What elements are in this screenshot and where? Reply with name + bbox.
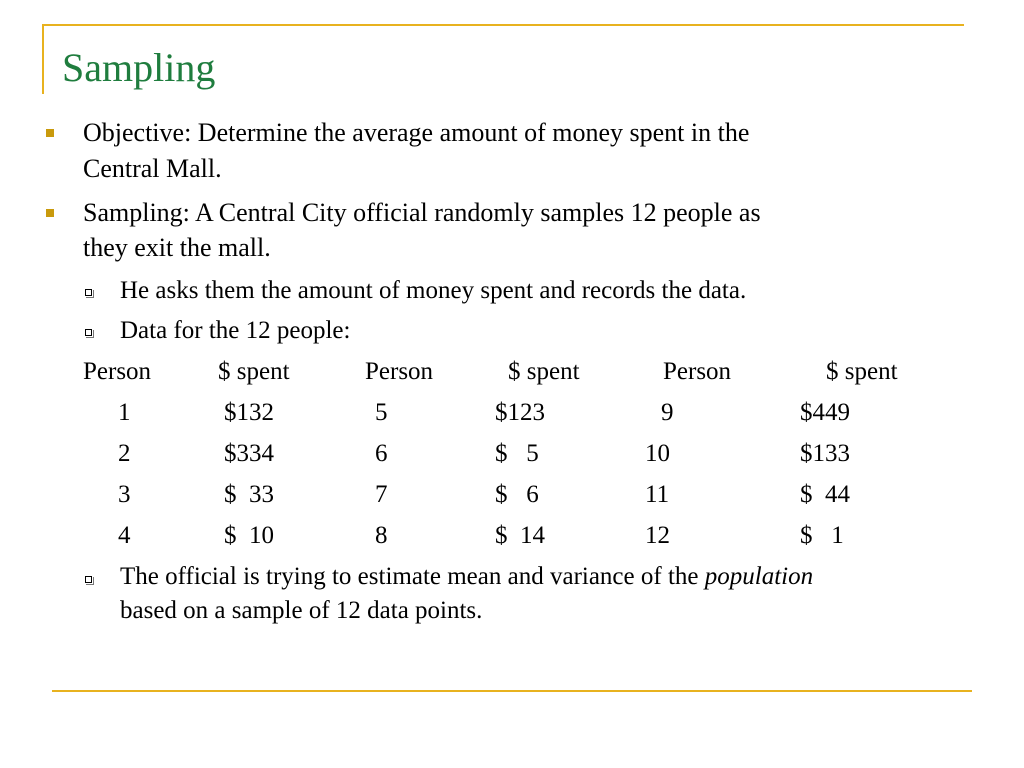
accent-top-line [42, 24, 964, 26]
table-cell: $ 1 [800, 522, 844, 549]
sub-bullet-1: He asks them the amount of money spent and records the data. [120, 277, 747, 304]
table-header: $ spent [218, 358, 290, 385]
sub-bullet-marker [85, 576, 92, 583]
bullet-1-line-1: Objective: Determine the average amount of money spent in the [83, 118, 750, 147]
bullet-marker [46, 209, 54, 217]
table-cell: 2 [118, 440, 131, 467]
table-cell: 6 [375, 440, 388, 467]
table-cell: $ 10 [224, 522, 274, 549]
table-cell: 5 [375, 399, 388, 426]
accent-vertical-line [42, 24, 44, 94]
bullet-2-line-1: Sampling: A Central City official randomly samples 12 people as [83, 198, 761, 227]
table-cell: $ 5 [495, 440, 539, 467]
table-header: $ spent [508, 358, 580, 385]
table-cell: 1 [118, 399, 131, 426]
table-cell: $ 14 [495, 522, 545, 549]
table-cell: $ 6 [495, 481, 539, 508]
table-header: $ spent [826, 358, 898, 385]
sub-bullet-3-text: The official is trying to estimate mean and variance of the [120, 563, 705, 590]
table-cell: 10 [645, 440, 670, 467]
table-cell: $334 [224, 440, 274, 467]
bullet-1-line-2: Central Mall. [83, 154, 222, 183]
table-cell: $133 [800, 440, 850, 467]
sub-bullet-marker [85, 289, 92, 296]
table-cell: 4 [118, 522, 131, 549]
sub-bullet-3-line-1 [120, 562, 813, 592]
bullet-2-line-2: they exit the mall. [83, 233, 271, 262]
table-cell: $449 [800, 399, 850, 426]
table-header: Person [83, 358, 152, 385]
table-cell: $ 44 [800, 481, 850, 508]
table-cell: $123 [495, 399, 545, 426]
sub-bullet-2: Data for the 12 people: [120, 317, 351, 344]
sub-bullet-3-line-2: based on a sample of 12 data points. [120, 597, 483, 624]
table-cell: 12 [645, 522, 670, 549]
sub-bullet-marker [85, 329, 92, 336]
bullet-marker [46, 129, 54, 137]
table-header: Person [365, 358, 434, 385]
emphasis-population: population [704, 563, 814, 590]
table-header: Person [663, 358, 732, 385]
table-cell: $132 [224, 399, 274, 426]
table-cell: 7 [375, 481, 388, 508]
table-cell: 8 [375, 522, 388, 549]
table-cell: 3 [118, 481, 131, 508]
accent-bottom-line [52, 690, 972, 692]
table-cell: $ 33 [224, 481, 274, 508]
slide-title: Sampling [62, 45, 216, 90]
table-cell: 11 [645, 481, 670, 508]
table-cell: 9 [661, 399, 674, 426]
